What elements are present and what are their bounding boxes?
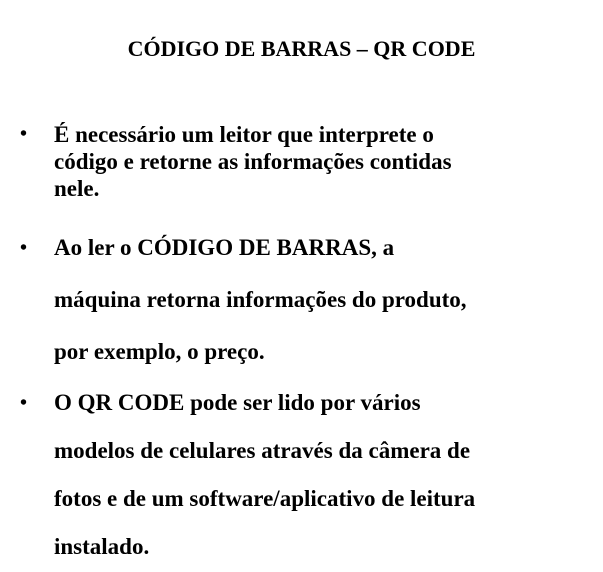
slide-title: CÓDIGO DE BARRAS – QR CODE — [127, 36, 476, 61]
bullet-text-line: modelos de celulares através da câmera de — [54, 438, 471, 463]
bullet-text-line: fotos e de um software/aplicativo de leitura — [54, 486, 476, 511]
bullet-text-line: O QR CODE pode ser lido por vários — [54, 390, 421, 415]
bullet-icon: • — [20, 392, 28, 414]
bullet-icon: • — [20, 237, 28, 259]
bullet-icon: • — [20, 123, 28, 145]
bullet-text-line: Ao ler o CÓDIGO DE BARRAS, a — [54, 235, 395, 260]
bullet-text-line: É necessário um leitor que interprete o — [54, 122, 434, 147]
bullet-text-line: nele. — [54, 176, 100, 201]
bullet-text-line: máquina retorna informações do produto, — [54, 287, 467, 312]
bullet-text-line: por exemplo, o preço. — [54, 339, 265, 364]
bullet-item — [0, 379, 603, 571]
bullet-item — [0, 222, 603, 378]
bullet-item — [0, 121, 603, 202]
bullet-text-line: instalado. — [54, 534, 150, 559]
bullet-list — [0, 121, 603, 571]
bullet-text-line: código e retorne as informações contidas — [54, 149, 452, 174]
